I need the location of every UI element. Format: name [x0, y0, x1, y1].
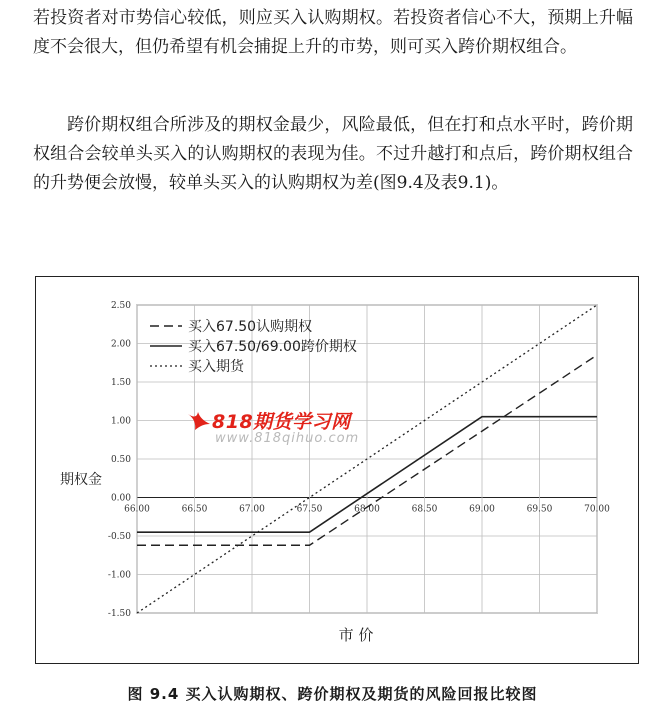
y-tick-label: 2.50 — [110, 301, 131, 311]
y-axis-title: 期权金 — [60, 472, 102, 488]
y-tick-label: -0.50 — [107, 532, 131, 542]
y-tick-label: -1.50 — [107, 609, 131, 619]
y-tick-label: 0.50 — [110, 455, 131, 465]
watermark-logo — [186, 407, 351, 434]
y-tick-label: -1.00 — [107, 570, 131, 581]
x-axis-title: 市 价 — [338, 626, 374, 644]
x-tick-label: 69.50 — [526, 504, 553, 515]
x-tick-label: 69.00 — [469, 504, 495, 515]
y-tick-label: 1.00 — [110, 416, 131, 427]
watermark-url: www.818qihuo.com — [215, 431, 360, 446]
paragraph-1: 若投资者对市势信心较低，则应买入认购期权。若投资者信心不大，预期上升幅度不会很大，但仍希望有机会捕捉上升的市势，则可买入跨价期权组合。 — [33, 8, 633, 57]
watermark-brand: 818期货学习网 — [212, 411, 351, 433]
legend-label: 买入67.50/69.00跨价期权 — [188, 339, 357, 355]
x-tick-label: 67.50 — [296, 504, 323, 515]
x-tick-label: 70.00 — [584, 504, 610, 515]
x-tick-label: 68.00 — [354, 504, 380, 515]
chart — [36, 277, 640, 665]
x-tick-label: 67.00 — [239, 504, 265, 515]
figure-caption: 图 9.4 买入认购期权、跨价期权及期货的风险回报比较图 — [127, 685, 538, 703]
legend-label: 买入67.50认购期权 — [188, 319, 313, 335]
y-tick-label: 1.50 — [110, 378, 131, 388]
flame-icon — [186, 410, 212, 432]
legend-label: 买入期货 — [188, 359, 244, 375]
y-tick-label: 2.00 — [110, 339, 131, 350]
x-tick-label: 66.50 — [181, 504, 208, 515]
figure-frame — [35, 276, 639, 664]
x-tick-label: 68.50 — [411, 504, 438, 515]
y-tick-label: 0.00 — [110, 493, 131, 504]
x-tick-label: 66.00 — [124, 504, 150, 515]
paragraph-2: 跨价期权组合所涉及的期权金最少，风险最低，但在打和点水平时，跨价期权组合会较单头买入的认购期权的表现为佳。不过升越打和点后，跨价期权组合的升势便会放慢，较单头买入的认购期权为差(图9.4及表9.1)。 — [33, 115, 633, 193]
